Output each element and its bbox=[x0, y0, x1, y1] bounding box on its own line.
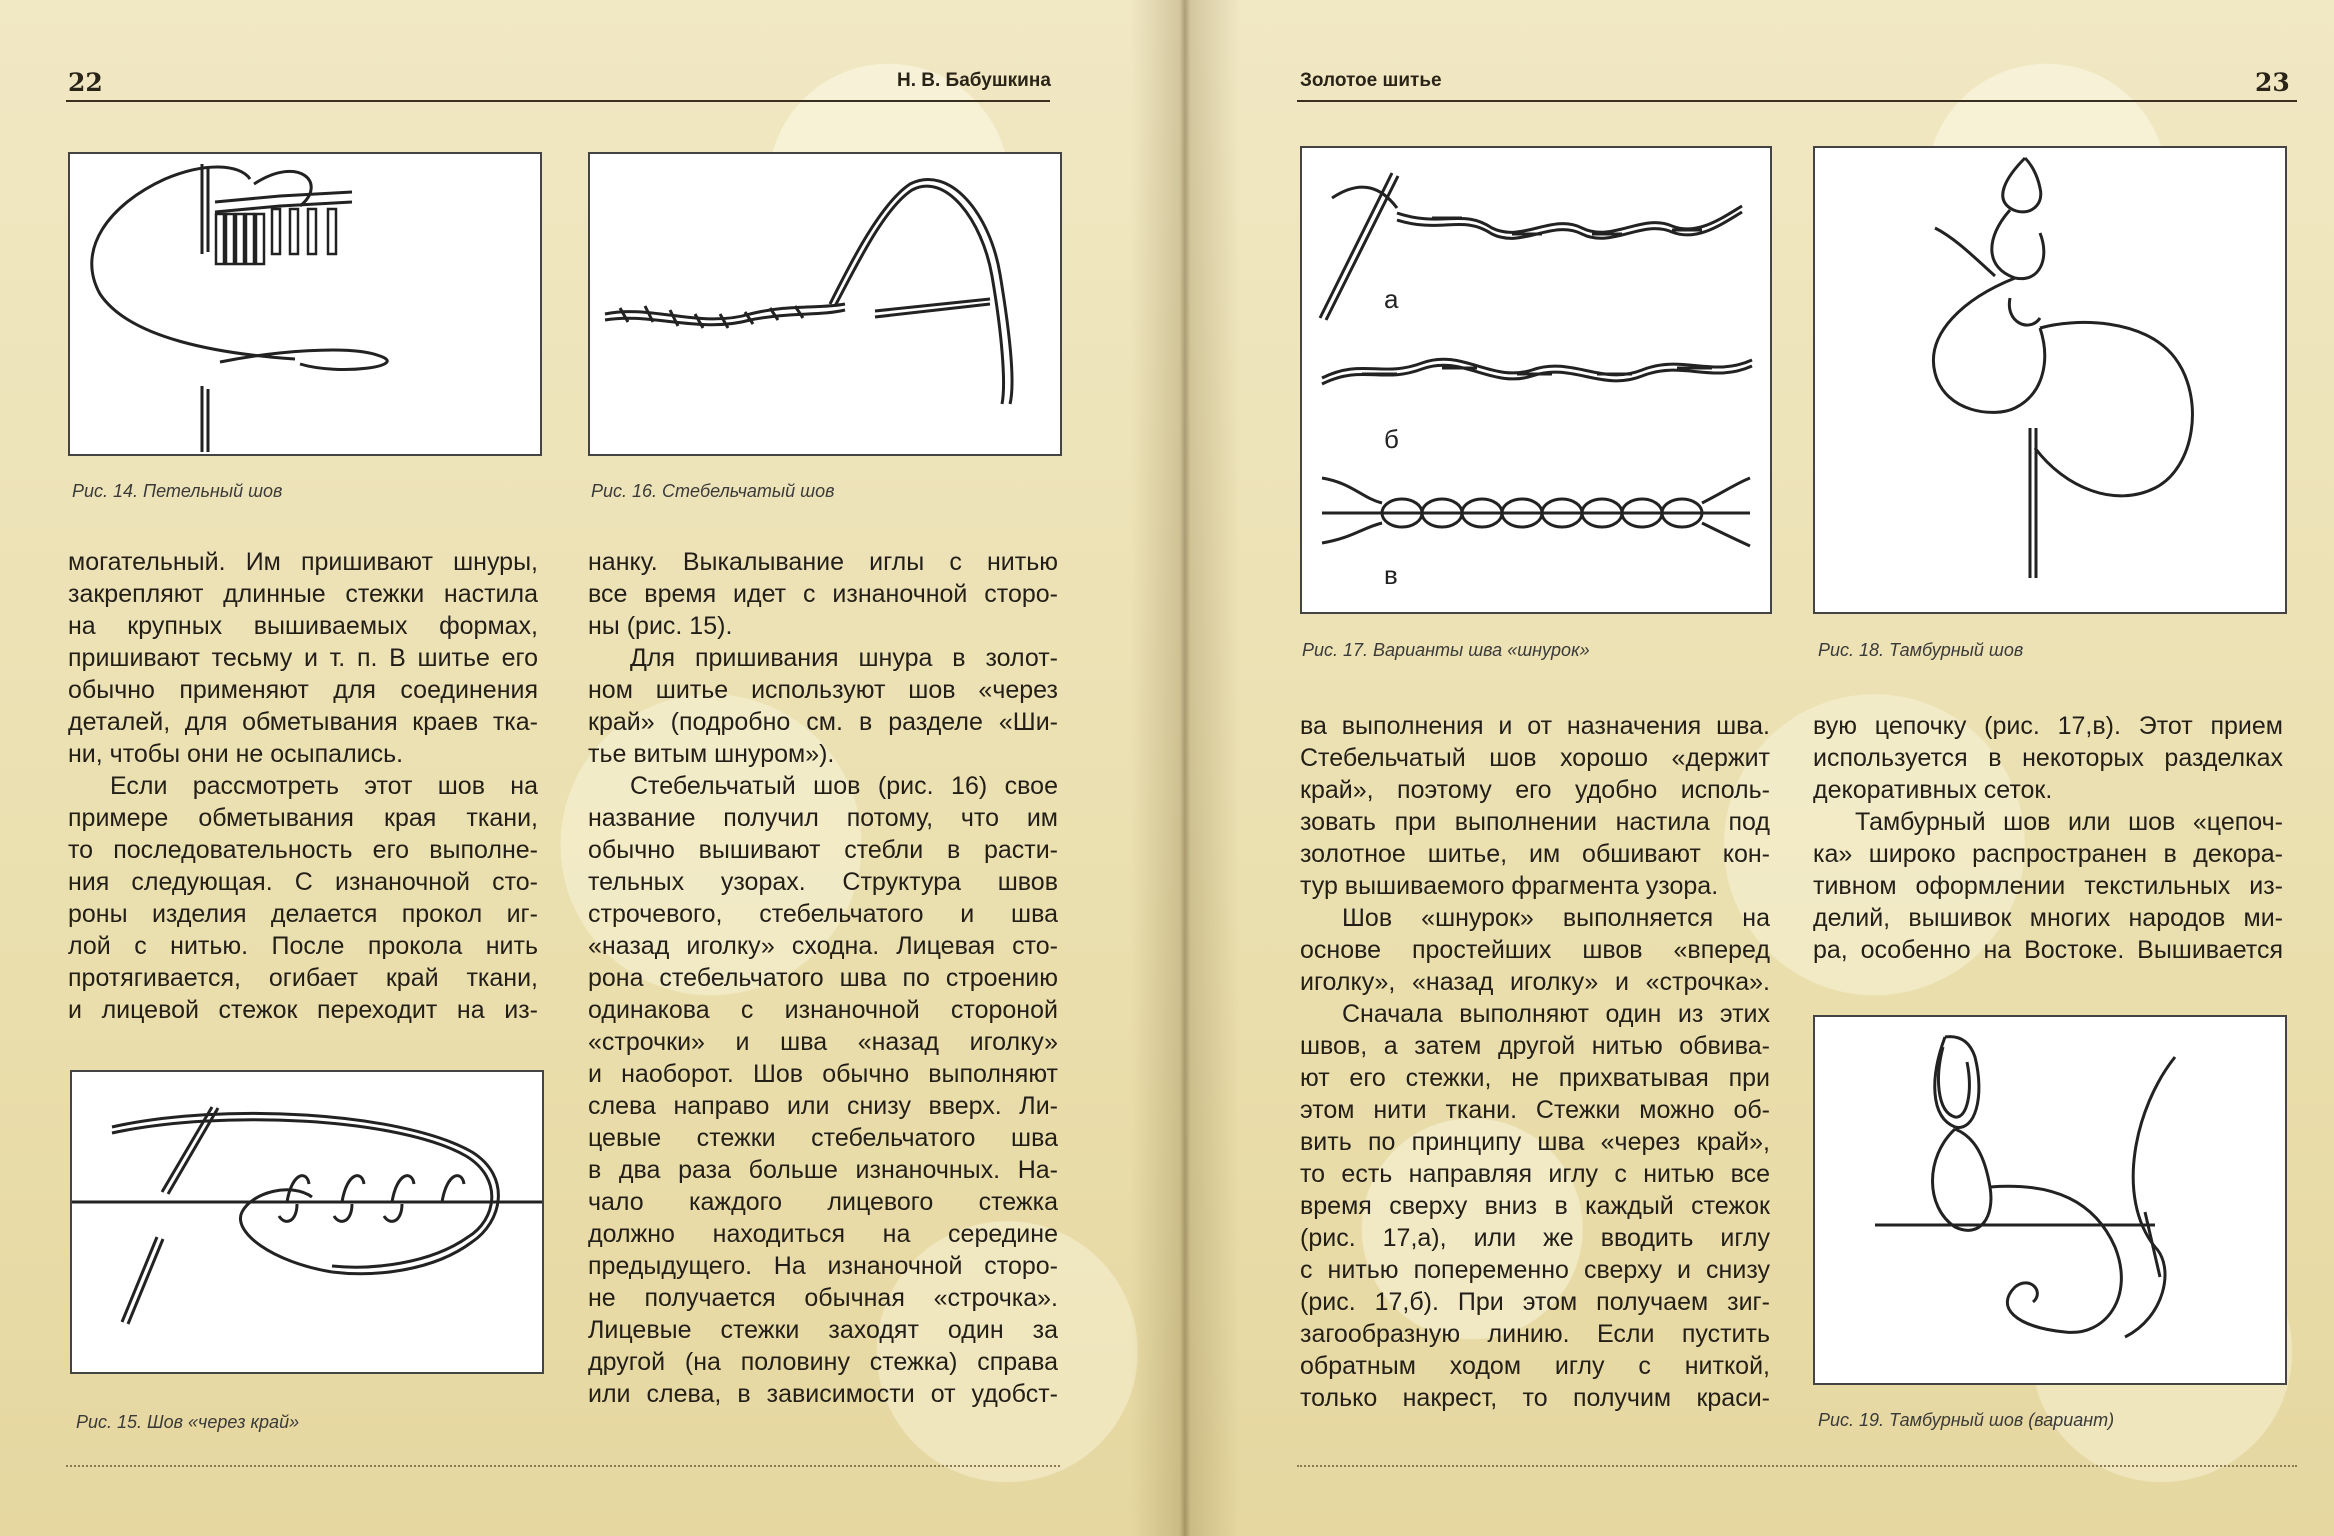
text-line: и наоборот. Шов обычно выполняют bbox=[588, 1060, 1058, 1088]
text-line: пришивают тесьму и т. п. В шитье его bbox=[68, 644, 538, 672]
left-column-2-text bbox=[588, 546, 1058, 1410]
text-line: деталей, для обметывания краев тка- bbox=[68, 708, 538, 736]
text-line: (рис. 17,б). При этом получаем зиг- bbox=[1300, 1288, 1770, 1316]
text-line: рона стебельчатого шва по строению bbox=[588, 964, 1058, 992]
text-line: швов, а затем другой нитью обвива- bbox=[1300, 1032, 1770, 1060]
text-line: закрепляют длинные стежки настила bbox=[68, 580, 538, 608]
text-line: другой (на половину стежка) справа bbox=[588, 1348, 1058, 1376]
text-line: обратным ходом иглу с ниткой, bbox=[1300, 1352, 1770, 1380]
text-line: одинакова с изнаночной стороной bbox=[588, 996, 1058, 1024]
text-line: лой с нитью. После прокола нить bbox=[68, 932, 538, 960]
figure-19-chain-stitch-variant bbox=[1813, 1015, 2287, 1385]
right-column-1-text bbox=[1300, 710, 1770, 1414]
figure-18-chain-stitch bbox=[1813, 146, 2287, 614]
caption-fig-14: Рис. 14. Петельный шов bbox=[72, 481, 283, 501]
text-line: «назад иголку» сходна. Лицевая сто- bbox=[588, 932, 1058, 960]
text-line: обычно применяют для соединения bbox=[68, 676, 538, 704]
text-line: этом нити ткани. Стежки можно об- bbox=[1300, 1096, 1770, 1124]
footer-dotted-rule bbox=[66, 1465, 1060, 1467]
text-line: «строчки» и шва «назад иголку» bbox=[588, 1028, 1058, 1056]
caption-fig-16: Рис. 16. Стебельчатый шов bbox=[591, 481, 835, 501]
text-line: Если рассмотреть этот шов на bbox=[110, 772, 538, 800]
right-page bbox=[1185, 0, 2334, 1536]
figure-17-cord-stitch-variants bbox=[1300, 146, 1772, 614]
caption-fig-19: Рис. 19. Тамбурный шов (вариант) bbox=[1818, 1410, 2115, 1430]
text-line: ка» широко распространен в декора- bbox=[1813, 840, 2283, 868]
text-line: Стебельчатый шов (рис. 16) свое bbox=[630, 772, 1058, 800]
text-line: золотное шитье, им обшивают кон- bbox=[1300, 840, 1770, 868]
figure-14-buttonhole-stitch bbox=[68, 152, 542, 456]
page-number: 22 bbox=[68, 68, 103, 97]
right-column-2-text bbox=[1813, 710, 2283, 966]
text-line: (рис. 17,а), или же вводить иглу bbox=[1300, 1224, 1770, 1252]
text-line: могательный. Им пришивают шнуры, bbox=[68, 548, 538, 576]
header-rule bbox=[1297, 100, 2297, 102]
text-line: ва выполнения и от назначения шва. bbox=[1300, 712, 1770, 740]
text-line: делий, вышивок многих народов ми- bbox=[1813, 904, 2283, 932]
text-line: декоративных сеток. bbox=[1813, 776, 2053, 804]
running-header: Н. В. Бабушкина bbox=[897, 70, 1051, 91]
text-line: в два раза больше изнаночных. На- bbox=[588, 1156, 1058, 1184]
header-rule bbox=[66, 100, 1050, 102]
figure-16-stem-stitch bbox=[588, 152, 1062, 456]
text-line: вую цепочку (рис. 17,в). Этот прием bbox=[1813, 712, 2283, 740]
text-line: то есть направляя иглу с нитью все bbox=[1300, 1160, 1770, 1188]
running-header: Золотое шитье bbox=[1300, 70, 1442, 91]
caption-fig-18: Рис. 18. Тамбурный шов bbox=[1818, 640, 2024, 660]
text-line: ни, чтобы они не осыпались. bbox=[68, 740, 404, 768]
text-line: протягивается, огибает край ткани, bbox=[68, 964, 538, 992]
text-line: загообразную линию. Если пустить bbox=[1300, 1320, 1770, 1348]
text-line: тельных узорах. Структура швов bbox=[588, 868, 1058, 896]
text-line: Сначала выполняют один из этих bbox=[1342, 1000, 1770, 1028]
text-line: время сверху вниз в каждый стежок bbox=[1300, 1192, 1770, 1220]
text-line: ния следующая. С изнаночной сто- bbox=[68, 868, 538, 896]
left-column-1-text bbox=[68, 546, 538, 1026]
text-line: тивном оформлении текстильных из- bbox=[1813, 872, 2283, 900]
text-line: предыдущего. На изнаночной сторо- bbox=[588, 1252, 1058, 1280]
text-line: или слева, в зависимости от удобст- bbox=[588, 1380, 1058, 1408]
fig17-label-a: а bbox=[1384, 284, 1399, 314]
text-line: все время идет с изнаночной сторо- bbox=[588, 580, 1058, 608]
text-line: ра, особенно на Востоке. Вышивается bbox=[1813, 936, 2283, 964]
text-line: Стебельчатый шов хорошо «держит bbox=[1300, 744, 1770, 772]
text-line: примере обметывания края ткани, bbox=[68, 804, 538, 832]
text-line: название получил потому, что им bbox=[588, 804, 1058, 832]
text-line: зовать при выполнении настила под bbox=[1300, 808, 1770, 836]
text-line: ны (рис. 15). bbox=[588, 612, 733, 640]
text-line: нанку. Выкалывание иглы с нитью bbox=[588, 548, 1058, 576]
text-line: тье витым шнуром»). bbox=[588, 740, 835, 768]
text-line: слева направо или снизу вверх. Ли- bbox=[588, 1092, 1058, 1120]
text-line: вить по принципу шва «через край», bbox=[1300, 1128, 1770, 1156]
text-line: Лицевые стежки заходят один за bbox=[588, 1316, 1058, 1344]
text-line: должно находиться на середине bbox=[588, 1220, 1058, 1248]
text-line: строчевого, стебельчатого и шва bbox=[588, 900, 1058, 928]
text-line: обычно вышивают стебли в расти- bbox=[588, 836, 1058, 864]
fig17-label-c: в bbox=[1384, 560, 1398, 590]
text-line: роны изделия делается прокол иг- bbox=[68, 900, 538, 928]
page-number: 23 bbox=[2255, 68, 2290, 97]
text-line: цевые стежки стебельчатого шва bbox=[588, 1124, 1058, 1152]
text-line: иголку», «назад иголку» и «строчка». bbox=[1300, 968, 1770, 996]
fig17-label-b: б bbox=[1384, 424, 1399, 454]
caption-fig-17: Рис. 17. Варианты шва «шнурок» bbox=[1302, 640, 1590, 660]
text-line: Тамбурный шов или шов «цепоч- bbox=[1855, 808, 2283, 836]
text-line: то последовательность его выполне- bbox=[68, 836, 538, 864]
text-line: Для пришивания шнура в золот- bbox=[630, 644, 1058, 672]
text-line: тур вышиваемого фрагмента узора. bbox=[1300, 872, 1719, 900]
text-line: чало каждого лицевого стежка bbox=[588, 1188, 1058, 1216]
text-line: на крупных вышиваемых формах, bbox=[68, 612, 538, 640]
text-line: ют его стежки, не прихватывая при bbox=[1300, 1064, 1770, 1092]
text-line: ном шитье используют шов «через bbox=[588, 676, 1058, 704]
text-line: только накрест, то получим краси- bbox=[1300, 1384, 1770, 1412]
figure-15-overcast-stitch bbox=[70, 1070, 544, 1374]
text-line: с нитью попеременно сверху и снизу bbox=[1300, 1256, 1770, 1284]
text-line: используется в некоторых разделках bbox=[1813, 744, 2283, 772]
text-line: край», поэтому его удобно исполь- bbox=[1300, 776, 1770, 804]
caption-fig-15: Рис. 15. Шов «через край» bbox=[76, 1412, 300, 1432]
text-line: не получается обычная «строчка». bbox=[588, 1284, 1058, 1312]
text-line: край» (подробно см. в разделе «Ши- bbox=[588, 708, 1058, 736]
text-line: Шов «шнурок» выполняется на bbox=[1342, 904, 1770, 932]
footer-dotted-rule bbox=[1297, 1465, 2297, 1467]
text-line: и лицевой стежок переходит на из- bbox=[68, 996, 538, 1024]
text-line: основе простейших швов «вперед bbox=[1300, 936, 1770, 964]
